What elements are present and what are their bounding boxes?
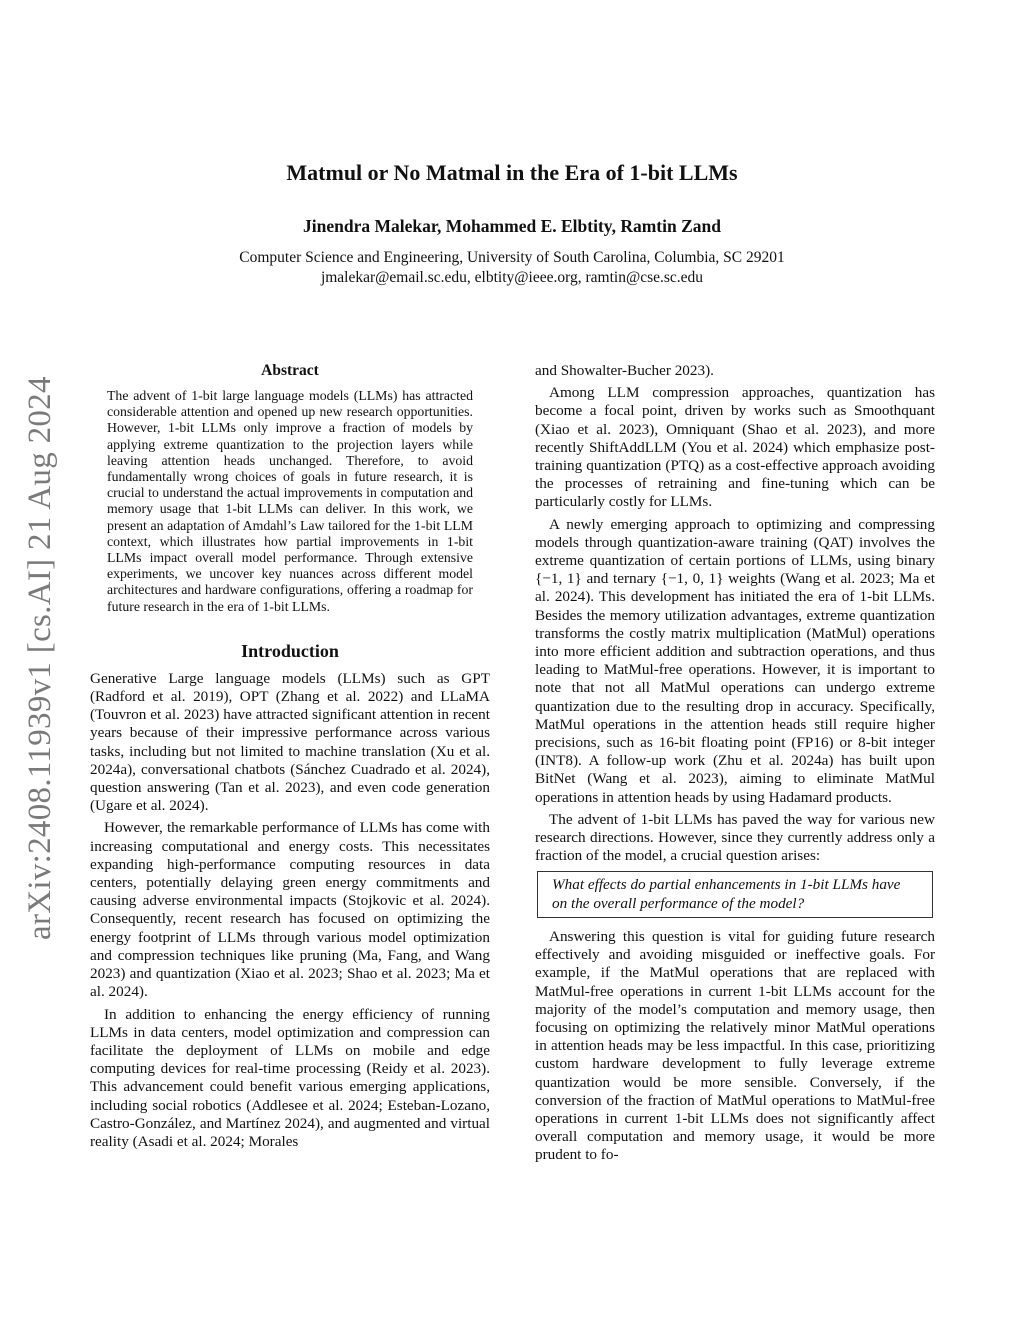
research-question-box: What effects do partial enhancements in 1-bit LLMs have on the overall performance of the model? <box>537 871 933 917</box>
right-column <box>535 362 935 1169</box>
author-emails: jmalekar@email.sc.edu, elbtity@ieee.org, ramtin@cse.sc.edu <box>320 269 704 286</box>
paper-title: Matmul or No Matmal in the Era of 1-bit LLMs <box>286 160 738 185</box>
abstract-text: The advent of 1-bit large language models (LLMs) has attracted considerable attention and opened up new research opportunities. However, 1-bit LLMs only improve a fraction of models by applying extreme quantization to the projection layers while leaving attention heads unchanged. Therefore, to avoid fundamentally wrong choices of goals in future research, it is crucial to understand the actual improvements in computation and memory usage that 1-bit LLMs can deliver. In this work, we present an adaptation of Amdahl’s Law tailored for the 1-bit LLM context, which illustrates how partial improvements in 1-bit LLMs impact overall model performance. Through extensive experiments, we uncover key nuances across different model architectures and hardware configurations, offering a roadmap for future research in the era of 1-bit LLMs. <box>107 388 473 614</box>
affiliation: Computer Science and Engineering, University of South Carolina, Columbia, SC 29201 <box>239 249 785 266</box>
left-column <box>90 362 490 1155</box>
body-paragraph: Answering this question is vital for guiding future research effectively and avoiding misguided or ineffective goals. For example, if the MatMul operations that are replaced with MatMul-free operations in current 1-bit LLMs account for the majority of the model’s computation and memory usage, then focusing on optimizing the relatively minor MatMul operations in attention heads may be less impactful. In this case, prioritizing custom hardware development to fully leverage extreme quantization would be more sensible. Conversely, if the conversion of the fraction of MatMul operations to MatMul-free operations in current 1-bit LLMs does not significantly affect overall computation and memory usage, it would be more prudent to fo- <box>535 927 935 1164</box>
intro-paragraph: In addition to enhancing the energy efficiency of running LLMs in data centers, model optimization and compression can facilitate the deployment of LLMs on mobile and edge computing devices for real-time processing (Reidy et al. 2023). This advancement could benefit various emerging applications, including social robotics (Addlesee et al. 2024; Esteban-Lozano, Castro-González, and Martínez 2024), and augmented and virtual reality (Asadi et al. 2024; Morales <box>90 1005 490 1150</box>
body-paragraph: Among LLM compression approaches, quantization has become a focal point, driven by works such as Smoothquant (Xiao et al. 2023), Omniquant (Shao et al. 2023), and more recently ShiftAddLLM (You et al. 2024) which emphasize post-training quantization (PTQ) as a cost-effective approach avoiding the processes of retraining and fine-tuning which can be particularly costly for LLMs. <box>535 384 935 511</box>
introduction-heading: Introduction <box>241 640 339 661</box>
intro-paragraph: Generative Large language models (LLMs) such as GPT (Radford et al. 2019), OPT (Zhang et al. 2022) and LLaMA (Touvron et al. 2023) have attracted significant attention in recent years because of their impressive performance across various tasks, including but not limited to machine translation (Xu et al. 2024a), conversational chatbots (Sánchez Cuadrado et al. 2024), question answering (Tan et al. 2023), and even code generation (Ugare et al. 2024). <box>90 669 490 815</box>
intro-paragraph: However, the remarkable performance of LLMs has come with increasing computational and energy costs. This necessitates expanding high-performance computing resources in data centers, potentially delaying green energy commitments and causing adverse environmental impacts (Stojkovic et al. 2024). Consequently, recent research has focused on optimizing the energy footprint of LLMs through various model optimization and compression techniques like pruning (Ma, Fang, and Wang 2023) and quantization (Xiao et al. 2023; Shao et al. 2023; Ma et al. 2024). <box>90 819 490 1001</box>
abstract-heading: Abstract <box>261 362 319 379</box>
body-paragraph: A newly emerging approach to optimizing and compressing models through quantization-aware training (QAT) involves the extreme quantization of certain portions of LLMs, using binary {−1, 1} and ternary {−1, 0, 1} weights (Wang et al. 2023; Ma et al. 2024). This development has initiated the era of 1-bit LLMs. Besides the memory utilization advantages, extreme quantization transforms the costly matrix multiplication (MatMul) operations into more efficient addition and subtraction operations, and thus leading to MatMul-free operations. However, it is important to note that not all MatMul operations can undergo extreme quantization due to the resulting drop in accuracy. Specifically, MatMul operations in the attention heads still require higher precisions, such as 16-bit floating point (FP16) or 8-bit integer (INT8). A follow-up work (Zhu et al. 2024a) has built upon BitNet (Wang et al. 2023), aiming to eliminate MatMul operations in attention heads by using Hadamard products. <box>535 515 935 806</box>
author-list: Jinendra Malekar, Mohammed E. Elbtity, Ramtin Zand <box>303 216 721 236</box>
body-paragraph: The advent of 1-bit LLMs has paved the way for various new research directions. However, since they currently address only a fraction of the model, a crucial question arises: <box>535 810 935 865</box>
affiliation-block <box>0 248 1024 288</box>
arxiv-identifier: arXiv:2408.11939v1 [cs.AI] 21 Aug 2024 <box>22 376 58 940</box>
continuation-text: and Showalter-Bucher 2023). <box>535 362 714 379</box>
